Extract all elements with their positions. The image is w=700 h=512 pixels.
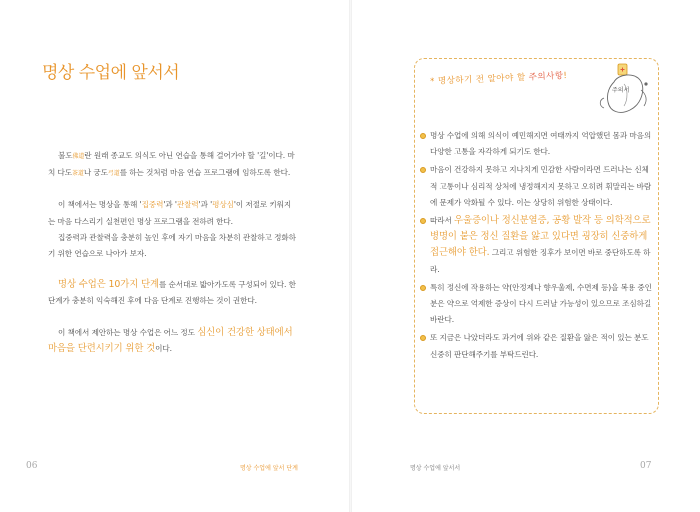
page-number-right: 07 <box>640 461 652 471</box>
paragraph-4: 명상 수업은 10가지 단계를 순서대로 밟아가도록 구성되어 있다. 한 단계가 충분히 익숙해진 후에 다음 단계로 진행하는 것이 권한다. <box>48 279 296 306</box>
caution-heading: * 명상하기 전 알아야 할 주의사항! <box>429 71 568 87</box>
bullet-icon <box>420 285 426 291</box>
bullet-icon <box>420 335 426 341</box>
highlight-concentration: 집중력 <box>141 200 164 210</box>
list-item: 명상 수업에 의해 의식이 예민해지면 여태까지 억압했던 몸과 마음의 다양한 고통을 자각하게 되기도 한다. <box>420 128 652 160</box>
bullet-icon <box>420 218 426 224</box>
list-item: 마음이 건강하지 못하고 지나치게 민감한 사람이라면 드러나는 신체적 고통이나 심리적 상처에 냉정해지지 못하고 오히려 휘말리는 바람에 문제가 악화될 수 있다. 이는 상당히 위험한 상태이다. <box>420 162 652 211</box>
bullet-icon <box>420 133 426 139</box>
highlight-healthy-state: 심신이 건강한 상태에서 마음을 단련시키기 위한 것 <box>48 326 293 354</box>
list-item: 또 지금은 나았더라도 과거에 위와 같은 질환을 앓은 적이 있는 분도 신중히 판단해주기를 부탁드린다. <box>420 330 652 362</box>
caution-heading-emphasis: 주의사항 <box>528 71 564 83</box>
list-item: 따라서 우울증이나 정신분열증, 공황 발작 등 의학적으로 병명이 붙은 정신 질환을 앓고 있다면 굉장히 신중하게 접근해야 한다. 그리고 위험한 징후가 보이면 바로 중단하도록 하라. <box>420 213 652 278</box>
page-gutter <box>349 0 352 512</box>
paragraph-5: 이 책에서 제안하는 명상 수업은 어느 정도 심신이 건강한 상태에서 마음을 단련시키기 위한 것이다. <box>48 326 293 354</box>
doodle-label: 주의서 <box>612 87 630 94</box>
hanja-annotation: 弓道 <box>107 170 120 178</box>
highlight-mental-illness-warning: 우울증이나 정신분열증, 공황 발작 등 의학적으로 병명이 붙은 정신 질환을 앓고 있다면 굉장히 신중하게 접근해야 한다. <box>430 215 651 259</box>
list-item: 특히 정신에 작용하는 약(안정제나 향우울제, 수면제 등)을 복용 중인 분은 약으로 억제한 증상이 다시 드러날 가능성이 있으므로 조심하길 바란다. <box>420 280 652 329</box>
highlight-equanimity: 평상심 <box>212 200 234 210</box>
caution-book-doodle-icon <box>584 60 654 124</box>
highlight-observation: 관찰력 <box>176 200 199 210</box>
hanja-annotation: 茶道 <box>72 170 84 178</box>
hanja-annotation: 佛道 <box>72 153 85 160</box>
caution-list <box>420 128 652 365</box>
left-page-body <box>48 148 296 372</box>
page-number-left: 06 <box>26 461 38 471</box>
highlight-ten-steps: 명상 수업은 10가지 단계 <box>58 279 159 291</box>
paragraph-3: 집중력과 관찰력을 충분히 높인 후에 자기 마음을 차분히 관찰하고 정화하기 위한 연습으로 나아가 보자. <box>48 232 296 259</box>
bullet-icon <box>420 167 426 173</box>
running-title-left: 명상 수업에 앞서 단계 <box>240 465 298 472</box>
running-title-right: 명상 수업에 앞서서 <box>410 465 461 472</box>
page-title: 명상 수업에 앞서서 <box>42 63 180 83</box>
paragraph-2: 이 책에서는 명상을 통해 '집중력'과 '관찰력'과 '평상심'이 저절로 키워지는 마음 다스리기 실천편인 명상 프로그램을 전하려 한다. <box>48 200 292 226</box>
paragraph-1: 불도佛道란 원래 종교도 의식도 아닌 연습을 통해 걸어가야 할 '길'이다. 마치 다도茶道나 궁도弓道를 하는 것처럼 마음 연습 프로그램에 임하도록 한다. <box>48 151 295 178</box>
